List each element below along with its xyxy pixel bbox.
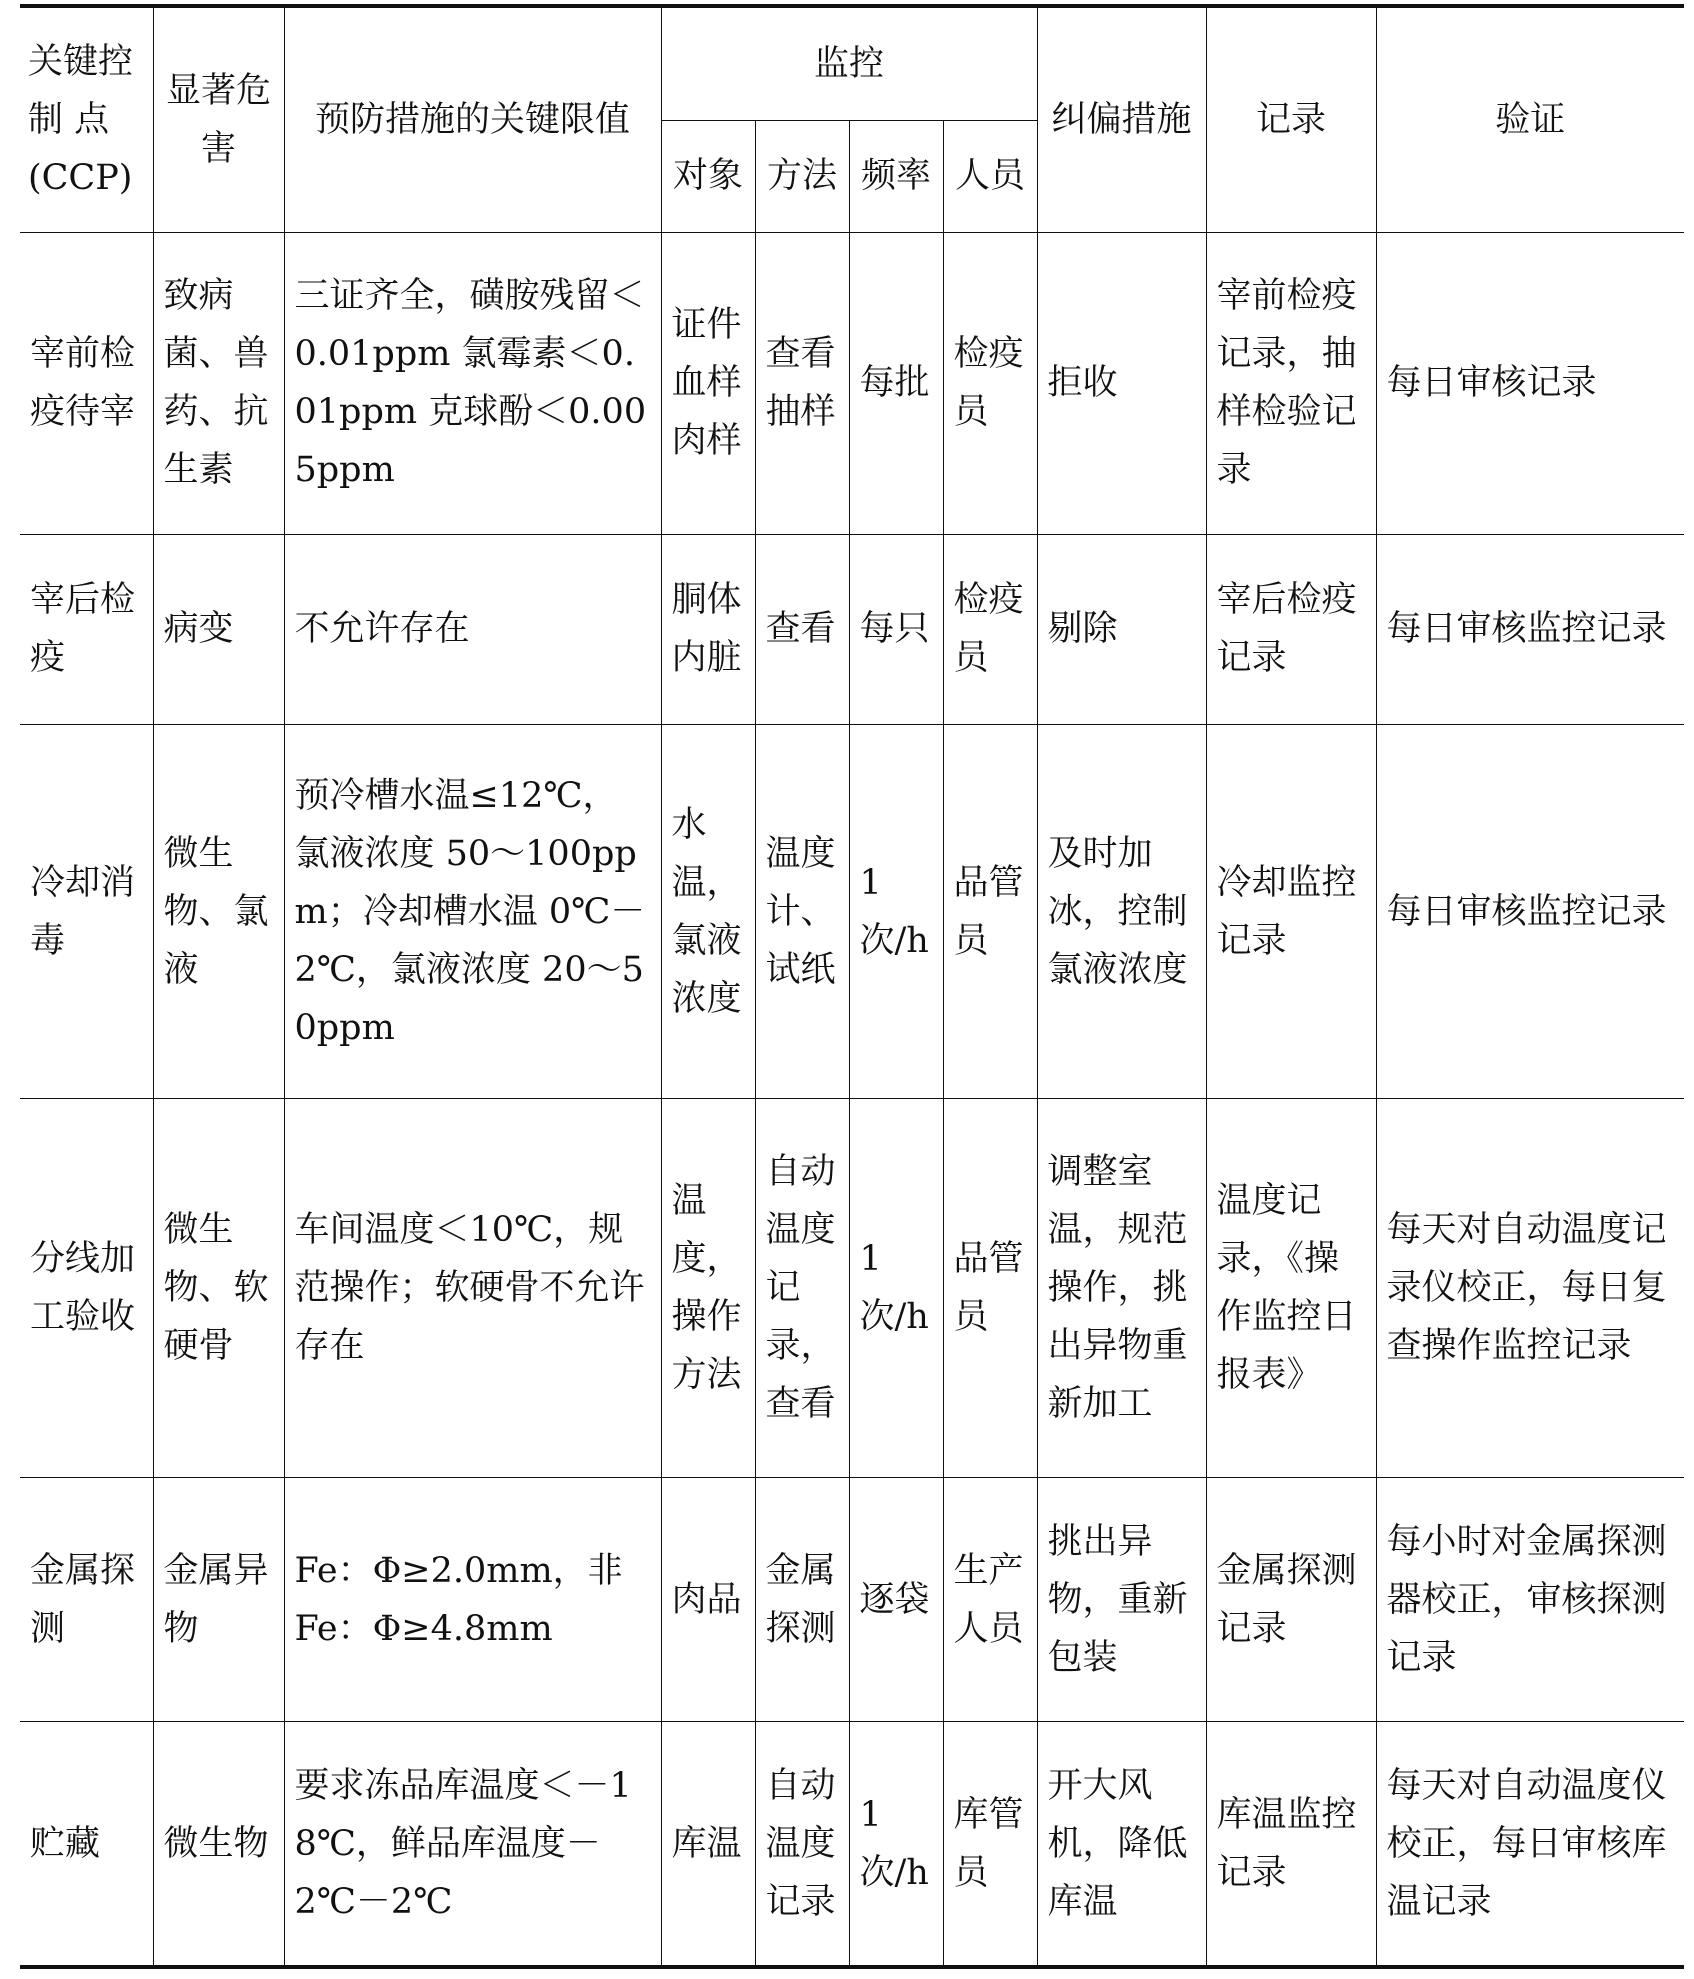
cell-hazard: 微生物、软硬骨 (153, 1099, 284, 1477)
cell-records: 金属探测记录 (1206, 1477, 1376, 1721)
cell-personnel: 品管员 (943, 725, 1037, 1099)
cell-personnel: 品管员 (943, 1099, 1037, 1477)
cell-frequency: 1 次/h (849, 1099, 943, 1477)
header-monitoring-object: 对象 (661, 120, 755, 232)
cell-ccp: 宰前检疫待宰 (20, 232, 153, 534)
cell-verification: 每日审核记录 (1376, 232, 1684, 534)
cell-method: 自动温度记录，查看 (755, 1099, 849, 1477)
table-row (20, 534, 1684, 724)
cell-corrective: 调整室温，规范操作，挑出异物重新加工 (1037, 1099, 1206, 1477)
cell-limit: 预冷槽水温≤12℃，氯液浓度 50～100ppm；冷却槽水温 0℃－2℃，氯液浓度 20～50ppm (284, 725, 661, 1099)
cell-ccp: 贮藏 (20, 1722, 153, 1967)
cell-verification: 每天对自动温度仪校正，每日审核库温记录 (1376, 1722, 1684, 1967)
cell-method: 金属探测 (755, 1477, 849, 1721)
cell-method: 温度计、试纸 (755, 725, 849, 1099)
cell-corrective: 及时加冰，控制氯液浓度 (1037, 725, 1206, 1099)
cell-ccp: 宰后检疫 (20, 534, 153, 724)
cell-limit: 三证齐全，磺胺残留＜0.01ppm 氯霉素＜0.01ppm 克球酚＜0.005ppm (284, 232, 661, 534)
cell-method: 查看 (755, 534, 849, 724)
cell-limit: 要求冻品库温度＜－18℃，鲜品库温度－2℃－2℃ (284, 1722, 661, 1967)
header-monitoring-frequency: 频率 (849, 120, 943, 232)
cell-ccp: 金属探测 (20, 1477, 153, 1721)
table-row (20, 232, 1684, 534)
header-monitoring: 监控 (661, 6, 1037, 120)
cell-verification: 每天对自动温度记录仪校正，每日复查操作监控记录 (1376, 1099, 1684, 1477)
table-row (20, 1722, 1684, 1967)
cell-limit: Fe：Φ≥2.0mm，非 Fe：Φ≥4.8mm (284, 1477, 661, 1721)
cell-personnel: 生产人员 (943, 1477, 1037, 1721)
cell-frequency: 1 次/h (849, 1722, 943, 1967)
cell-method: 查看抽样 (755, 232, 849, 534)
cell-limit: 不允许存在 (284, 534, 661, 724)
cell-verification: 每日审核监控记录 (1376, 534, 1684, 724)
cell-hazard: 致病菌、兽药、抗生素 (153, 232, 284, 534)
cell-object: 胴体内脏 (661, 534, 755, 724)
cell-corrective: 挑出异物，重新包装 (1037, 1477, 1206, 1721)
cell-records: 宰前检疫记录，抽样检验记录 (1206, 232, 1376, 534)
header-critical-limit: 预防措施的关键限值 (284, 6, 661, 232)
cell-method: 自动温度记录 (755, 1722, 849, 1967)
header-ccp: 关键控制 点 (CCP) (20, 6, 153, 232)
cell-ccp: 冷却消毒 (20, 725, 153, 1099)
cell-personnel: 检疫员 (943, 232, 1037, 534)
cell-corrective: 剔除 (1037, 534, 1206, 724)
cell-corrective: 开大风机，降低库温 (1037, 1722, 1206, 1967)
cell-hazard: 微生物、氯液 (153, 725, 284, 1099)
cell-verification: 每日审核监控记录 (1376, 725, 1684, 1099)
cell-object: 水温，氯液浓度 (661, 725, 755, 1099)
haccp-plan-table (20, 4, 1684, 1969)
cell-personnel: 库管员 (943, 1722, 1037, 1967)
cell-ccp: 分线加工验收 (20, 1099, 153, 1477)
cell-hazard: 微生物 (153, 1722, 284, 1967)
header-monitoring-personnel: 人员 (943, 120, 1037, 232)
cell-verification: 每小时对金属探测器校正，审核探测记录 (1376, 1477, 1684, 1721)
cell-limit: 车间温度＜10℃，规范操作；软硬骨不允许存在 (284, 1099, 661, 1477)
cell-frequency: 1 次/h (849, 725, 943, 1099)
cell-personnel: 检疫员 (943, 534, 1037, 724)
cell-records: 库温监控记录 (1206, 1722, 1376, 1967)
header-records: 记录 (1206, 6, 1376, 232)
cell-object: 库温 (661, 1722, 755, 1967)
table-row (20, 1099, 1684, 1477)
header-monitoring-method: 方法 (755, 120, 849, 232)
cell-object: 温度，操作方法 (661, 1099, 755, 1477)
cell-records: 冷却监控记录 (1206, 725, 1376, 1099)
cell-hazard: 金属异物 (153, 1477, 284, 1721)
cell-frequency: 每批 (849, 232, 943, 534)
cell-records: 宰后检疫记录 (1206, 534, 1376, 724)
header-corrective: 纠偏措施 (1037, 6, 1206, 232)
header-row-1 (20, 6, 1684, 120)
cell-frequency: 逐袋 (849, 1477, 943, 1721)
cell-object: 证件血样肉样 (661, 232, 755, 534)
header-hazard: 显著危害 (153, 6, 284, 232)
cell-corrective: 拒收 (1037, 232, 1206, 534)
header-verification: 验证 (1376, 6, 1684, 232)
cell-object: 肉品 (661, 1477, 755, 1721)
cell-frequency: 每只 (849, 534, 943, 724)
table-row (20, 725, 1684, 1099)
cell-records: 温度记录，《操作监控日报表》 (1206, 1099, 1376, 1477)
cell-hazard: 病变 (153, 534, 284, 724)
table-row (20, 1477, 1684, 1721)
